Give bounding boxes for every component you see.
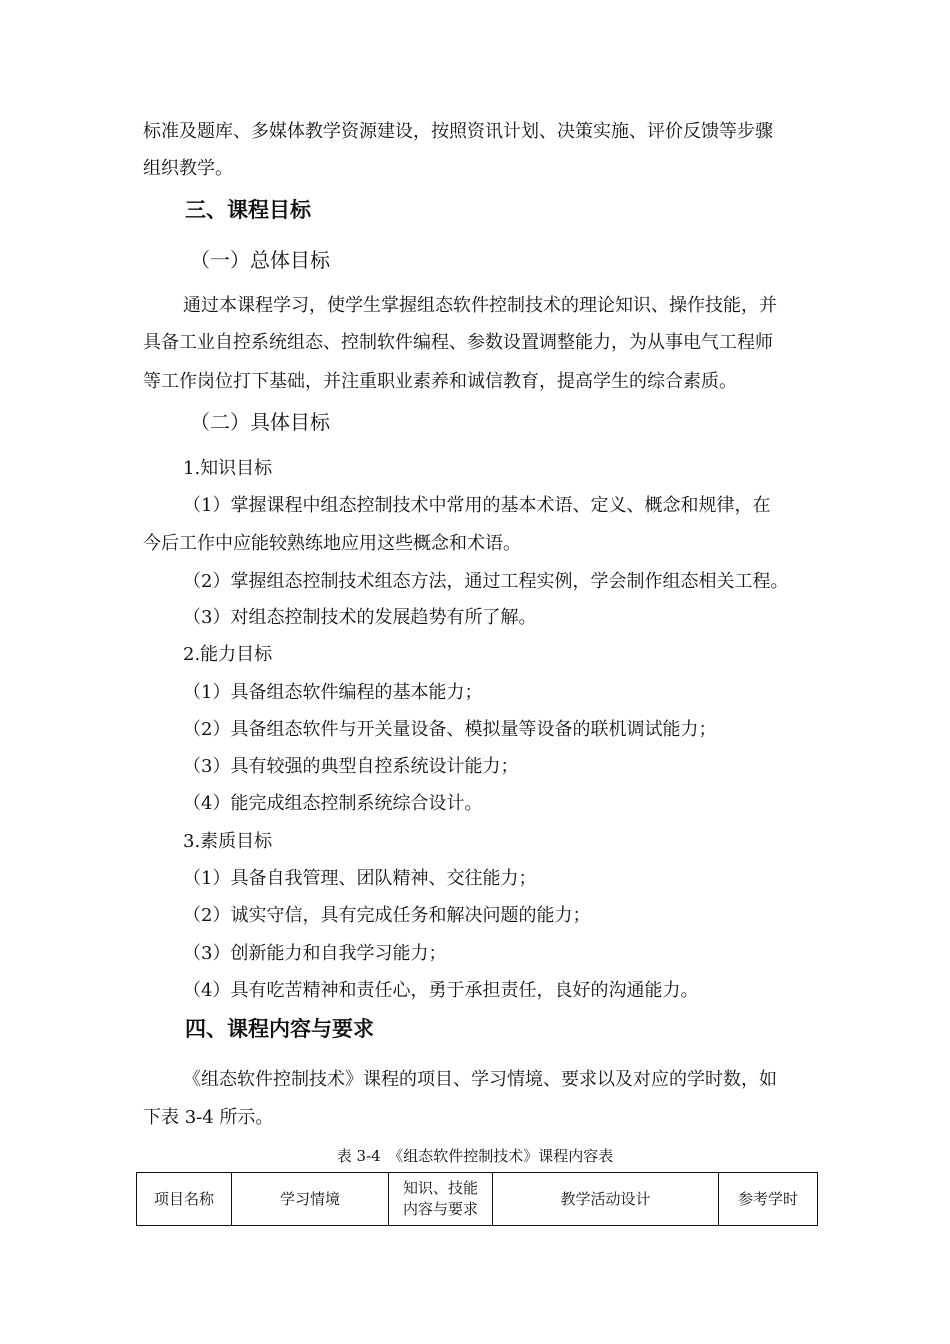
header-reference-hours: 参考学时	[719, 1173, 818, 1226]
course-content-table	[136, 1172, 818, 1226]
list-item: （3）对组态控制技术的发展趋势有所了解。	[183, 607, 537, 628]
subheading-overall: （一）总体目标	[190, 248, 330, 272]
list-heading-quality: 3.素质目标	[183, 831, 273, 852]
list-item: （4）能完成组态控制系统综合设计。	[183, 793, 483, 814]
list-item: （2）具备组态软件与开关量设备、模拟量等设备的联机调试能力；	[183, 719, 717, 740]
list-item-continuation: 今后工作中应能较熟练地应用这些概念和术语。	[143, 533, 521, 554]
paragraph-line: 通过本课程学习，使学生掌握组态软件控制技术的理论知识、操作技能，并	[183, 295, 777, 316]
list-item: （3）具有较强的典型自控系统设计能力；	[183, 756, 519, 777]
header-knowledge-skills	[389, 1173, 493, 1226]
section-heading-4: 四、课程内容与要求	[185, 1017, 374, 1041]
list-item: （3）创新能力和自我学习能力；	[183, 943, 447, 964]
header-knowledge-skills-line2: 内容与要求	[402, 1200, 478, 1218]
list-item: （1）掌握课程中组态控制技术中常用的基本术语、定义、概念和规律，在	[183, 495, 771, 516]
list-item: （1）具备自我管理、团队精神、交往能力；	[183, 868, 537, 889]
paragraph-line: 《组态软件控制技术》课程的项目、学习情境、要求以及对应的学时数，如	[183, 1069, 777, 1090]
header-knowledge-skills-line1: 知识、技能	[402, 1179, 478, 1197]
subheading-specific: （二）具体目标	[190, 410, 330, 434]
paragraph-line: 标准及题库、多媒体教学资源建设，按照资讯计划、决策实施、评价反馈等步骤	[143, 121, 773, 142]
table-caption: 表 3-4 《组态软件控制技术》课程内容表	[336, 1147, 614, 1165]
list-heading-ability: 2.能力目标	[183, 644, 273, 665]
paragraph-line: 组织教学。	[143, 158, 233, 179]
list-item: （1）具备组态软件编程的基本能力；	[183, 682, 483, 703]
paragraph-line: 下表 3-4 所示。	[143, 1107, 274, 1128]
list-heading-knowledge: 1.知识目标	[183, 458, 273, 479]
header-teaching-activity: 教学活动设计	[493, 1173, 719, 1226]
paragraph-line: 具备工业自控系统组态、控制软件编程、参数设置调整能力，为从事电气工程师	[143, 332, 773, 353]
list-item: （4）具有吃苦精神和责任心，勇于承担责任，良好的沟通能力。	[183, 980, 699, 1001]
header-learning-situation: 学习情境	[232, 1173, 389, 1226]
list-item: （2）掌握组态控制技术组态方法，通过工程实例，学会制作组态相关工程。	[183, 571, 789, 592]
paragraph-line: 等工作岗位打下基础，并注重职业素养和诚信教育，提高学生的综合素质。	[143, 371, 737, 392]
header-project-name: 项目名称	[137, 1173, 232, 1226]
table-header-row	[137, 1173, 818, 1226]
list-item: （2）诚实守信，具有完成任务和解决问题的能力；	[183, 905, 591, 926]
section-heading-3: 三、课程目标	[185, 198, 311, 222]
